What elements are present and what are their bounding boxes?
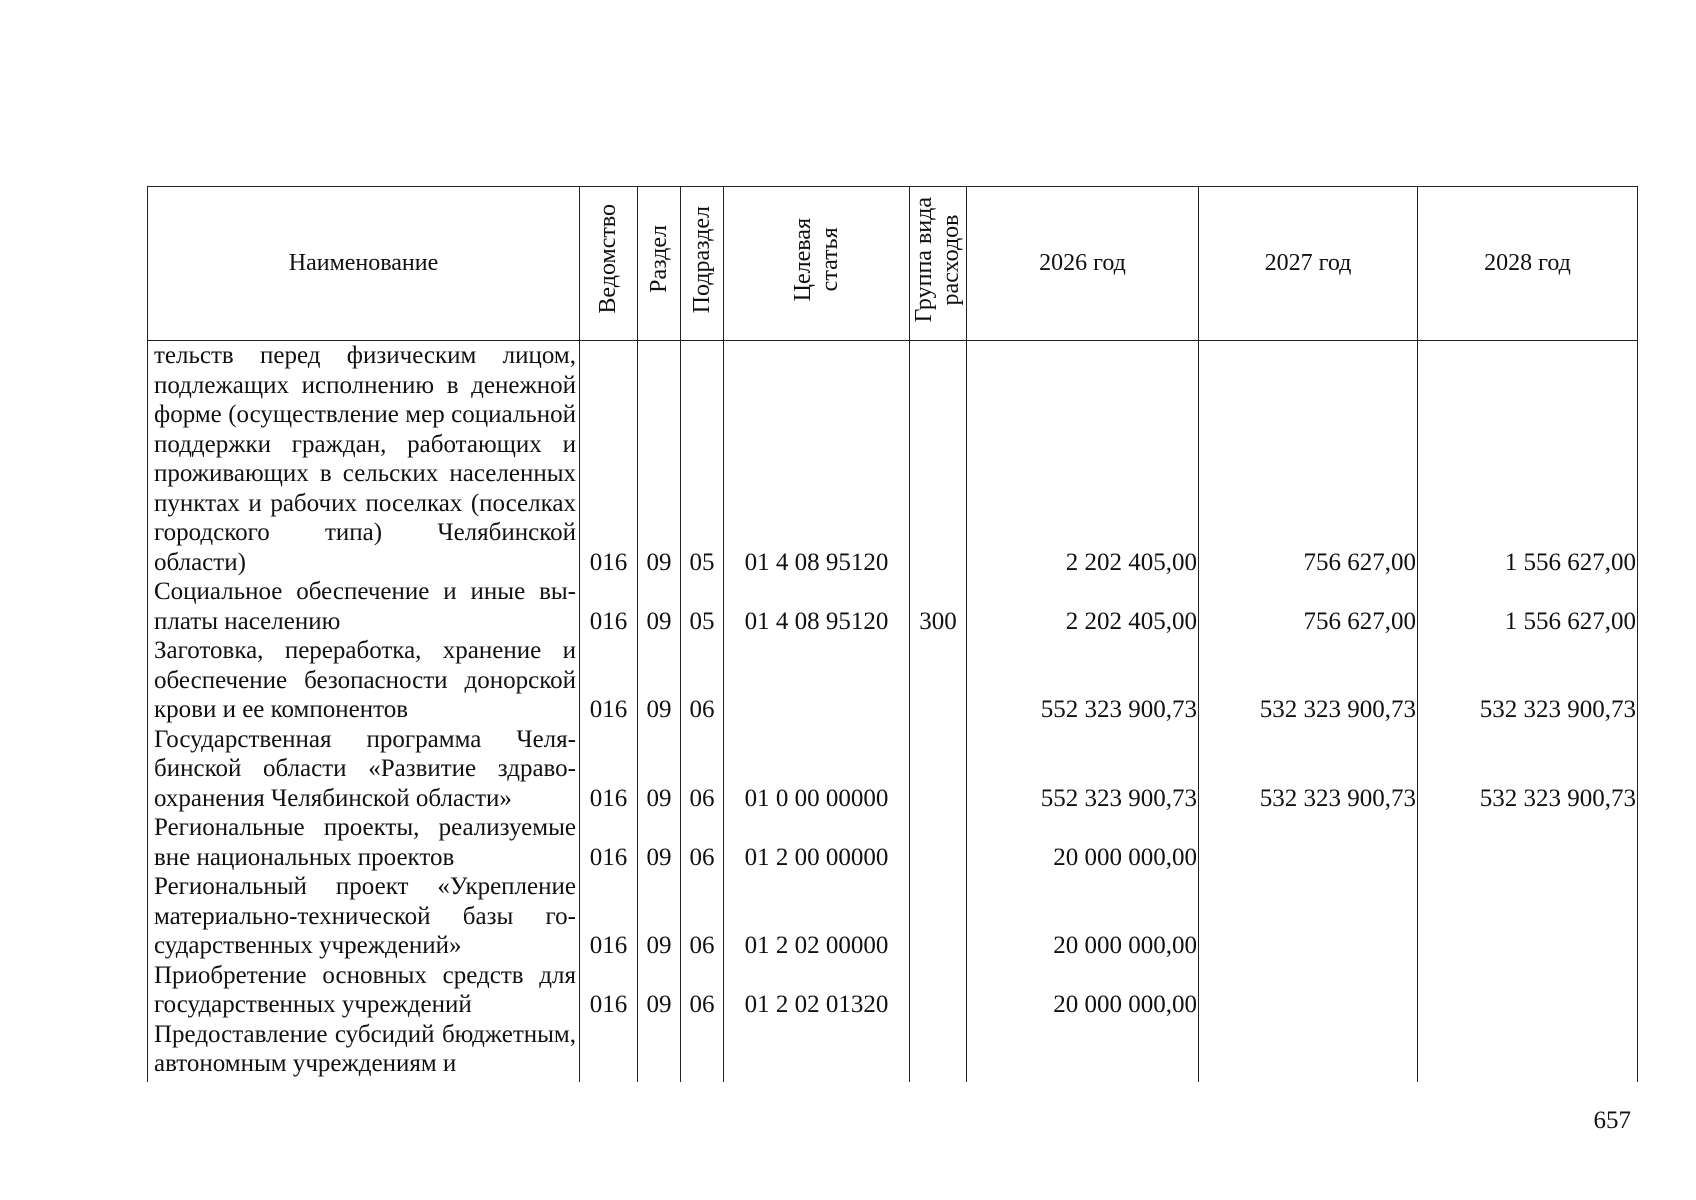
cell-razdel: 09 xyxy=(638,872,681,961)
cell-ved xyxy=(580,1020,638,1082)
cell-razdel: 09 xyxy=(638,341,681,578)
cell-celevaya xyxy=(724,636,910,725)
cell-razdel: 09 xyxy=(638,725,681,814)
header-name: Наименование xyxy=(148,187,580,341)
table-row xyxy=(148,961,1638,1020)
cell-gruppa xyxy=(910,813,967,872)
table-row xyxy=(148,636,1638,725)
page-number: 657 xyxy=(1593,1107,1631,1134)
cell-2026: 2 202 405,00 xyxy=(967,577,1199,636)
header-gruppa: Группа вида расходов xyxy=(910,187,967,341)
header-2026: 2026 год xyxy=(967,187,1199,341)
cell-razdel: 09 xyxy=(638,577,681,636)
cell-celevaya: 01 4 08 95120 xyxy=(724,341,910,578)
table-row xyxy=(148,1020,1638,1082)
table-row xyxy=(148,725,1638,814)
cell-2027: 756 627,00 xyxy=(1199,577,1418,636)
cell-celevaya xyxy=(724,1020,910,1082)
cell-2027: 532 323 900,73 xyxy=(1199,636,1418,725)
cell-name: Приобретение основных средств для государственных учреждений xyxy=(148,961,580,1020)
cell-podrazdel: 06 xyxy=(681,813,724,872)
cell-2028: 1 556 627,00 xyxy=(1418,577,1638,636)
cell-name: Предоставление субсидий бюджетным, автономным учреждениям и xyxy=(148,1020,580,1082)
cell-2028: 1 556 627,00 xyxy=(1418,341,1638,578)
cell-name: Социальное обеспечение и иные выплаты населению xyxy=(148,577,580,636)
table-header xyxy=(148,187,1638,341)
cell-gruppa: 300 xyxy=(910,577,967,636)
header-2028: 2028 год xyxy=(1418,187,1638,341)
cell-celevaya: 01 2 02 00000 xyxy=(724,872,910,961)
cell-2026: 20 000 000,00 xyxy=(967,961,1199,1020)
budget-table xyxy=(147,186,1638,1082)
header-ved: Ведомство xyxy=(580,187,638,341)
cell-podrazdel: 06 xyxy=(681,636,724,725)
cell-razdel xyxy=(638,1020,681,1082)
table-row xyxy=(148,813,1638,872)
cell-2027: 532 323 900,73 xyxy=(1199,725,1418,814)
cell-ved: 016 xyxy=(580,813,638,872)
header-2027: 2027 год xyxy=(1199,187,1418,341)
cell-2027: 756 627,00 xyxy=(1199,341,1418,578)
cell-podrazdel: 05 xyxy=(681,577,724,636)
table-body xyxy=(148,341,1638,1082)
cell-ved: 016 xyxy=(580,341,638,578)
cell-2026: 552 323 900,73 xyxy=(967,636,1199,725)
cell-razdel: 09 xyxy=(638,813,681,872)
cell-gruppa xyxy=(910,341,967,578)
cell-name: тельств перед физическим лицом, подлежащих исполнению в денежной форме (осуществление мер социальной поддержки граждан, работающих и проживающих в сельских населенных пунктах и рабочих поселках (поселках городского типа) Челябинской области) xyxy=(148,341,580,578)
cell-ved: 016 xyxy=(580,577,638,636)
cell-2026: 552 323 900,73 xyxy=(967,725,1199,814)
cell-razdel: 09 xyxy=(638,636,681,725)
cell-ved: 016 xyxy=(580,636,638,725)
cell-2028 xyxy=(1418,1020,1638,1082)
cell-2027 xyxy=(1199,961,1418,1020)
cell-2026: 2 202 405,00 xyxy=(967,341,1199,578)
cell-podrazdel xyxy=(681,1020,724,1082)
cell-celevaya: 01 4 08 95120 xyxy=(724,577,910,636)
cell-celevaya: 01 0 00 00000 xyxy=(724,725,910,814)
cell-2027 xyxy=(1199,813,1418,872)
header-podrazdel: Подраздел xyxy=(681,187,724,341)
cell-name: Государственная программа Челябинской области «Развитие здравоохранения Челябинской области» xyxy=(148,725,580,814)
cell-razdel: 09 xyxy=(638,961,681,1020)
cell-2028: 532 323 900,73 xyxy=(1418,725,1638,814)
cell-2026 xyxy=(967,1020,1199,1082)
cell-gruppa xyxy=(910,1020,967,1082)
cell-podrazdel: 06 xyxy=(681,872,724,961)
cell-2026: 20 000 000,00 xyxy=(967,813,1199,872)
table-row xyxy=(148,341,1638,578)
cell-podrazdel: 06 xyxy=(681,961,724,1020)
header-razdel: Раздел xyxy=(638,187,681,341)
cell-2027 xyxy=(1199,1020,1418,1082)
cell-name: Региональные проекты, реализуемые вне национальных проектов xyxy=(148,813,580,872)
table-row xyxy=(148,577,1638,636)
cell-gruppa xyxy=(910,961,967,1020)
table-row xyxy=(148,872,1638,961)
cell-celevaya: 01 2 00 00000 xyxy=(724,813,910,872)
header-celevaya: Целевая статья xyxy=(724,187,910,341)
cell-celevaya: 01 2 02 01320 xyxy=(724,961,910,1020)
cell-gruppa xyxy=(910,872,967,961)
cell-gruppa xyxy=(910,636,967,725)
cell-2027 xyxy=(1199,872,1418,961)
cell-2028 xyxy=(1418,813,1638,872)
cell-ved: 016 xyxy=(580,961,638,1020)
cell-name: Заготовка, переработка, хранение и обеспечение безопасности донорской крови и ее компонентов xyxy=(148,636,580,725)
cell-ved: 016 xyxy=(580,725,638,814)
cell-gruppa xyxy=(910,725,967,814)
cell-podrazdel: 06 xyxy=(681,725,724,814)
cell-2026: 20 000 000,00 xyxy=(967,872,1199,961)
budget-table-container xyxy=(147,186,1637,1102)
cell-podrazdel: 05 xyxy=(681,341,724,578)
cell-ved: 016 xyxy=(580,872,638,961)
cell-name: Региональный проект «Укрепление материально-технической базы государственных учреждений» xyxy=(148,872,580,961)
cell-2028 xyxy=(1418,961,1638,1020)
cell-2028: 532 323 900,73 xyxy=(1418,636,1638,725)
cell-2028 xyxy=(1418,872,1638,961)
